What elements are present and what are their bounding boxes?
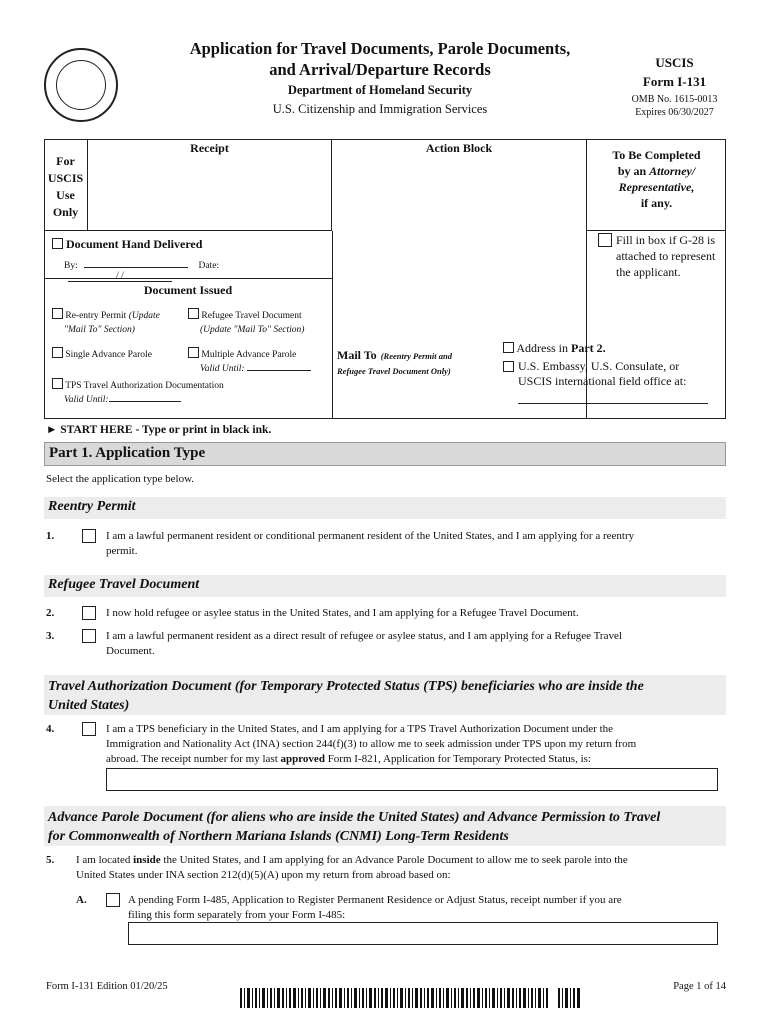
q1-number: 1.: [46, 530, 55, 542]
date-line[interactable]: / /: [68, 271, 172, 282]
multiple-parole-option: Multiple Advance Parole Valid Until:: [188, 347, 333, 376]
single-parole-option: Single Advance Parole: [52, 347, 152, 360]
q2-number: 2.: [46, 607, 55, 619]
doc-issued-divider: [44, 278, 332, 279]
parole-heading: Advance Parole Document (for aliens who are inside the United States) and Advance Permission to Travel for Commonwealth of Northern Mariana Islands (CNMI) Long-Term Residents: [44, 806, 726, 846]
by-date-row: By: Date: / /: [64, 261, 220, 281]
dhs-seal: [44, 48, 118, 122]
q5-text: I am located inside the United States, and I am applying for an Advance Parole Document to allow me to seek parole into the United States under INA section 212(d)(5)(A) upon my return from abroad based on:: [76, 854, 628, 881]
q3-number: 3.: [46, 630, 55, 642]
reentry-checkbox[interactable]: [52, 308, 63, 319]
agency: U.S. Citizenship and Immigration Services: [272, 102, 488, 116]
reentry-heading: Reentry Permit: [44, 497, 726, 519]
hand-delivered-row: Document Hand Delivered: [52, 237, 202, 252]
q2-text: I now hold refugee or asylee status in the United States, and I am applying for a Refugee Travel Document.: [106, 607, 579, 619]
reentry-option: Re-entry Permit (Update "Mail To" Section): [52, 308, 192, 337]
department: Department of Homeland Security: [287, 83, 473, 97]
q5a-checkbox[interactable]: [106, 893, 120, 907]
q4-receipt-input[interactable]: [106, 768, 718, 791]
q5a-receipt-input[interactable]: [128, 922, 718, 945]
q5a-number: A.: [76, 894, 87, 906]
q5-number: 5.: [46, 854, 55, 866]
q2-checkbox[interactable]: [82, 606, 96, 620]
address-part2-checkbox[interactable]: [503, 342, 514, 353]
mail-to-embassy: U.S. Embassy, U.S. Consulate, or USCIS international field office at:: [503, 359, 723, 389]
q3-checkbox[interactable]: [82, 629, 96, 643]
single-parole-checkbox[interactable]: [52, 347, 63, 358]
mail-to-address-part2: Address in Part 2.: [503, 341, 606, 356]
q1-checkbox[interactable]: [82, 529, 96, 543]
form-id-block: USCIS Form I-131 OMB No. 1615-0013 Expires 06/30/2027: [631, 55, 718, 118]
refugee-heading: Refugee Travel Document: [44, 575, 726, 597]
q1-text: I am a lawful permanent resident or conditional permanent resident of the United States, and I am applying for a reentry permit.: [106, 530, 635, 557]
action-block: Action Block: [332, 139, 587, 419]
footer-page-number: Page 1 of 14: [673, 981, 726, 992]
hand-delivered-checkbox[interactable]: [52, 238, 63, 249]
mail-to-label: Mail To (Reentry Permit and Refugee Travel Document Only): [337, 348, 452, 376]
part1-instruction: Select the application type below.: [46, 473, 195, 485]
start-here: ► START HERE - Type or print in black ink.: [46, 424, 272, 436]
by-line[interactable]: [84, 267, 188, 268]
q4-checkbox[interactable]: [82, 722, 96, 736]
receipt-area: Receipt: [88, 139, 332, 231]
barcode: [240, 988, 580, 1008]
embassy-checkbox[interactable]: [503, 361, 514, 372]
q4-number: 4.: [46, 723, 55, 735]
part1-title: Part 1. Application Type: [44, 442, 726, 466]
multiple-parole-checkbox[interactable]: [188, 347, 199, 358]
tps-heading: Travel Authorization Document (for Temporary Protected Status (TPS) beneficiaries who are inside the United States): [44, 675, 726, 715]
refugee-checkbox[interactable]: [188, 308, 199, 319]
q3-text: I am a lawful permanent resident as a direct result of refugee or asylee status, and I am applying for a Refugee Travel Document.: [106, 630, 622, 657]
form-title: Application for Travel Documents, Parole Documents, and Arrival/Departure Records: [189, 39, 571, 79]
tps-checkbox[interactable]: [52, 378, 63, 389]
tps-option: TPS Travel Authorization Documentation Valid Until:: [52, 378, 322, 407]
q5a-text: A pending Form I-485, Application to Register Permanent Residence or Adjust Status, receipt number if you are filing this form separately from your Form I-485:: [128, 894, 622, 921]
uscis-side-label: For USCIS Use Only: [44, 139, 88, 231]
embassy-line[interactable]: [518, 403, 708, 404]
left-col-divider: [332, 231, 333, 419]
attorney-box: To Be Completed by an Attorney/ Representative, if any.: [587, 139, 726, 231]
q4-text: I am a TPS beneficiary in the United States, and I am applying for a TPS Travel Authorization Document under the Immigration and Nationality Act (INA) section 244(f)(3) to allow me to seek admission under TPS upon my return from abroad. The receipt number for my last approved Form I-821, Application for Temporary Protected Status, is:: [106, 723, 637, 765]
doc-issued-heading: Document Issued: [143, 283, 233, 297]
footer-form-edition: Form I-131 Edition 01/20/25: [46, 981, 168, 992]
g28-checkbox[interactable]: [598, 233, 612, 247]
refugee-option: Refugee Travel Document (Update "Mail To" Section): [188, 308, 333, 337]
g28-checkbox-row: Fill in box if G-28 is attached to represent the applicant.: [598, 232, 723, 280]
